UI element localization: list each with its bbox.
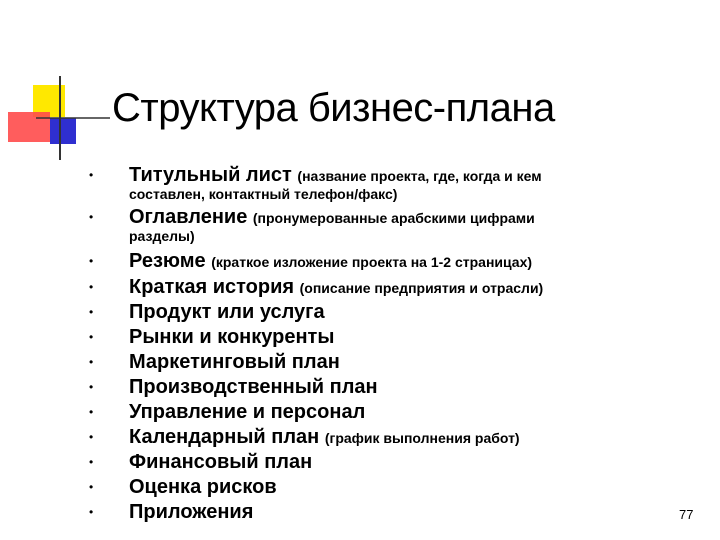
bullet-icon: • [89,305,94,319]
list-item-text: Производственный план [129,376,378,398]
list-item-main: Резюме [129,250,206,272]
bullet-icon: • [89,254,94,268]
bullet-icon: • [89,430,94,444]
list-item-text: Оценка рисков [129,476,277,498]
bullet-icon: • [89,455,94,469]
list-item-text: Продукт или услуга [129,301,325,323]
bullet-icon: • [89,210,94,224]
list-item-text: Приложения [129,501,254,523]
bullet-icon: • [89,480,94,494]
bullet-icon: • [89,355,94,369]
list-item-text [129,249,532,274]
list-item-main: Оглавление [129,206,248,228]
bullet-icon: • [89,405,94,419]
page-number: 77 [679,507,694,522]
list-item-main: Титульный лист [129,164,292,186]
list-item-main: Краткая история [129,276,295,298]
bullet-icon: • [89,280,94,294]
list-item-note: (краткое изложение проекта на 1-2 страницах) [211,254,533,270]
list-item-continuation: составлен, контактный телефон/факс) [129,186,398,202]
bullet-icon: • [89,330,94,344]
list-item-main: Календарный план [129,426,320,448]
list-item-text: Маркетинговый план [129,351,340,373]
bullet-icon: • [89,168,94,182]
list-item-continuation: разделы) [129,228,195,244]
list-item-note: (описание предприятия и отрасли) [299,280,544,296]
list-item-note: (название проекта, где, когда и кем [297,168,542,184]
list-item-text: Рынки и конкуренты [129,326,335,348]
bullet-icon: • [89,380,94,394]
list-item-text [129,425,520,450]
list-item-text [129,275,543,300]
list-item-text: Финансовый план [129,451,313,473]
list-item-note: (график выполнения работ) [324,430,520,446]
bullet-icon: • [89,505,94,519]
list-item-text: Управление и персонал [129,401,366,423]
page-title: Структура бизнес-плана [112,86,555,130]
list-item-note: (пронумерованные арабскими цифрами [252,210,535,226]
